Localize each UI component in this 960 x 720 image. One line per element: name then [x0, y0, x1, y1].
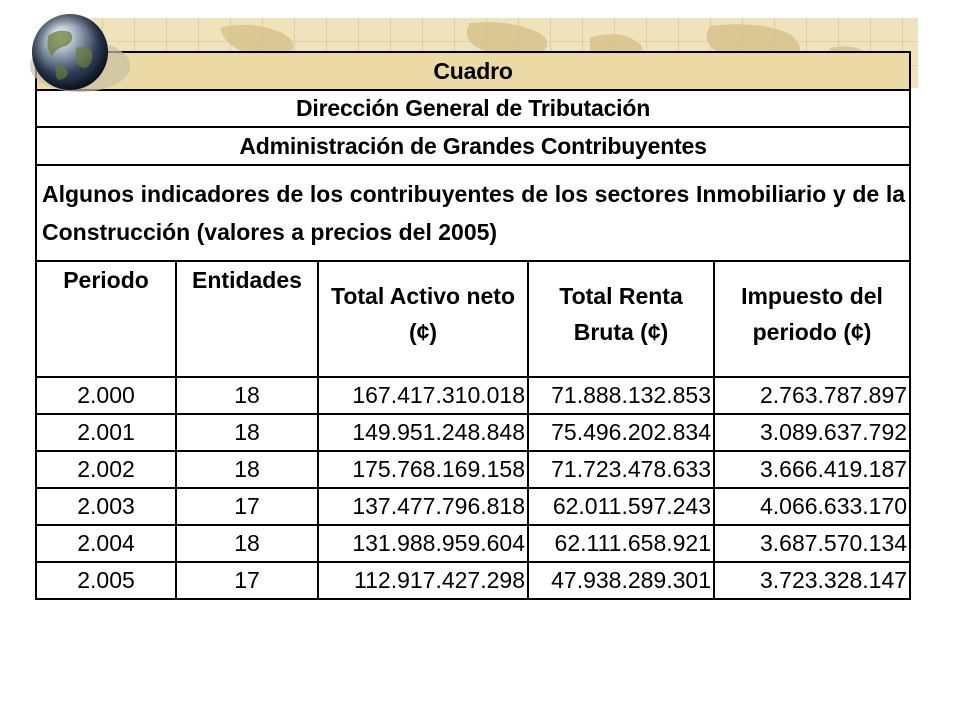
renta-cell: 62.011.597.243: [528, 488, 714, 525]
periodo-cell: 2.002: [36, 451, 176, 488]
table-row: [36, 525, 910, 562]
activo-cell: 131.988.959.604: [318, 525, 528, 562]
entidades-cell: 17: [176, 488, 318, 525]
activo-cell: 175.768.169.158: [318, 451, 528, 488]
periodo-cell: 2.000: [36, 377, 176, 414]
impuesto-cell: 2.763.787.897: [714, 377, 910, 414]
institution-name: Dirección General de Tributación: [36, 90, 910, 127]
activo-cell: 112.917.427.298: [318, 562, 528, 599]
activo-cell: 149.951.248.848: [318, 414, 528, 451]
periodo-cell: 2.001: [36, 414, 176, 451]
column-header-impuesto: Impuesto del periodo (¢): [714, 261, 910, 377]
globe-icon: [28, 12, 132, 96]
renta-cell: 62.111.658.921: [528, 525, 714, 562]
column-header-renta: Total Renta Bruta (¢): [528, 261, 714, 377]
table-row: [36, 377, 910, 414]
entidades-cell: 18: [176, 525, 318, 562]
entidades-cell: 18: [176, 414, 318, 451]
entidades-cell: 18: [176, 377, 318, 414]
column-header-activo: Total Activo neto (¢): [318, 261, 528, 377]
periodo-cell: 2.003: [36, 488, 176, 525]
renta-cell: 47.938.289.301: [528, 562, 714, 599]
impuesto-cell: 3.089.637.792: [714, 414, 910, 451]
table-title: Cuadro: [36, 52, 910, 90]
impuesto-cell: 4.066.633.170: [714, 488, 910, 525]
column-header-entidades: Entidades: [176, 261, 318, 377]
table-row: [36, 451, 910, 488]
activo-cell: 137.477.796.818: [318, 488, 528, 525]
entidades-cell: 17: [176, 562, 318, 599]
table-row: [36, 414, 910, 451]
impuesto-cell: 3.666.419.187: [714, 451, 910, 488]
department-name: Administración de Grandes Contribuyentes: [36, 127, 910, 165]
table-row: [36, 562, 910, 599]
table-row: [36, 488, 910, 525]
renta-cell: 71.888.132.853: [528, 377, 714, 414]
activo-cell: 167.417.310.018: [318, 377, 528, 414]
renta-cell: 75.496.202.834: [528, 414, 714, 451]
impuesto-cell: 3.723.328.147: [714, 562, 910, 599]
renta-cell: 71.723.478.633: [528, 451, 714, 488]
impuesto-cell: 3.687.570.134: [714, 525, 910, 562]
entidades-cell: 18: [176, 451, 318, 488]
column-header-periodo: Periodo: [36, 261, 176, 377]
table-subtitle: Algunos indicadores de los contribuyentes de los sectores Inmobiliario y de la Construcción (valores a precios del 2005): [36, 165, 910, 261]
periodo-cell: 2.005: [36, 562, 176, 599]
periodo-cell: 2.004: [36, 525, 176, 562]
tax-indicators-table: [35, 51, 911, 600]
